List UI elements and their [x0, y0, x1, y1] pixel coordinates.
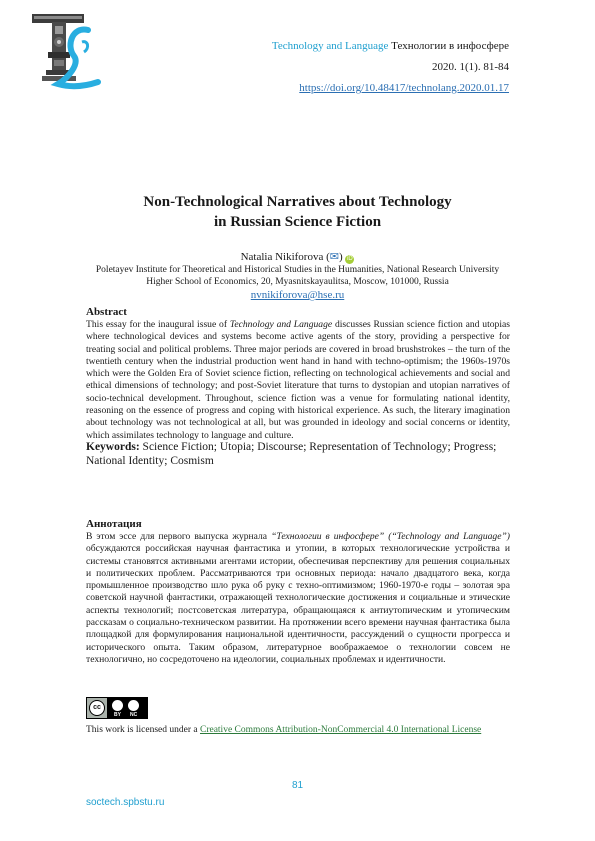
cc-nc-label: NC [130, 712, 138, 718]
keywords-label: Keywords: [86, 441, 140, 453]
paren-open: ( [326, 251, 330, 263]
page-number: 81 [291, 780, 304, 791]
affiliation-line-2: Higher School of Economics, 20, Myasnitskayaulitsa, Moscow, 101000, Russia [146, 276, 449, 287]
abstract-heading: Abstract [86, 306, 127, 318]
keywords-section [86, 440, 510, 468]
article-title [0, 192, 595, 232]
annotation-text-start: В этом эссе для первого выпуска журнала [86, 531, 272, 542]
abstract-journal-name: Technology and Language [229, 319, 333, 330]
article-title-line-1: Non-Technological Narratives about Technology [143, 194, 452, 210]
abstract-section [86, 306, 510, 442]
paren-close: ) [339, 251, 343, 263]
affiliation-line-1: Poletayev Institute for Theoretical and Historical Studies in the Humanities, National Research University [95, 265, 500, 275]
annotation-journal-name: “Технологии в инфосфере” (“Technology and Language”) [271, 531, 510, 542]
author-name: Natalia Nikiforova [240, 251, 324, 263]
orcid-icon[interactable]: iD [347, 256, 353, 262]
by-person-icon [112, 700, 123, 711]
license-link[interactable]: Creative Commons Attribution-NonCommercial 4.0 International License [199, 725, 482, 735]
author-line [70, 249, 525, 265]
annotation-text [86, 531, 510, 666]
journal-logo [28, 12, 106, 92]
article-title-line-2: in Russian Science Fiction [213, 214, 382, 230]
journal-header [272, 36, 509, 99]
site-url[interactable]: soctech.spbstu.ru [86, 797, 165, 808]
abstract-text-start: This essay for the inaugural issue of [86, 319, 230, 330]
annotation-heading: Аннотация [86, 518, 142, 530]
author-email-link[interactable]: nvnikiforova@hse.ru [250, 289, 345, 301]
license-line [86, 724, 481, 736]
cc-by-label: BY [114, 712, 121, 718]
doi-link[interactable]: https://doi.org/10.48417/technolang.2020.01.17 [299, 82, 509, 94]
journal-name-ru: Технологии в инфосфере [391, 40, 509, 52]
license-prefix: This work is licensed under a [86, 725, 200, 735]
journal-title-line [272, 36, 509, 57]
issue-info: 2020. 1(1). 81-84 [432, 61, 509, 73]
journal-logo-graphic [28, 12, 106, 92]
envelope-icon[interactable]: ✉ [329, 251, 339, 263]
keywords-text: Science Fiction; Utopia; Discourse; Representation of Technology; Progress; National Identity; Cosmism [86, 441, 497, 467]
author-block [70, 249, 525, 302]
abstract-text [86, 319, 510, 442]
nc-dollar-icon [128, 700, 139, 711]
cc-license-badge[interactable] [86, 697, 148, 719]
annotation-text-rest: обсуждаются российская научная фантастика и утопии, в которых технологические устройства и системы становятся активными агентами истории, обеспечивая перспективу для решения социальных и политических проблем. Рассматриваются три основных периода: начало двадцатого века, когда промышленное производство шло рука об руку с техно-оптимизмом; 1960-1970-е годы – золотая эра советской научной фантастики, отражающей технологические достижения и социальные и этические аспекты технологий; постсоветская литература, обращающаяся к антиутопическим и утопическим рассказам о социально-техническом развитии. На протяжении всего времени научная фантастика была площадкой для формулирования национальной идентичности, рассуждений о сущности прогресса и исторического опыта. Таким образом, литературное воображаемое о технологии совсем не технологично, но сосредоточено на идеологии, социальных проблемах и идентичности. [86, 543, 510, 665]
abstract-text-rest: discusses Russian science fiction and utopias where technological devices and systems become active agents of the story, providing a perspective for treating social and political problems. Three major periods are covered in broad brushstrokes – the turn of the twentieth century when the industrial production went hand in hand with techno-optimism; the 1960s-1970s which were the Golden Era of Soviet science fiction, reflecting on technological achievements and social and ethical dimensions of technology; and post-Soviet literature that turns to dystopian and utopian narratives of socio-technical development. Throughout, science fiction was a venue for formulating national identity, reasoning on the essence of progress and coping with historical experience. As such, the literary imagination about technology was not technological at all, but was grounded in ideology and social concerns or identity, which assimilates technology to language and culture. [86, 319, 510, 441]
annotation-section [86, 518, 510, 666]
journal-name-en: Technology and Language [271, 40, 389, 52]
cc-icon: cc [89, 700, 105, 716]
